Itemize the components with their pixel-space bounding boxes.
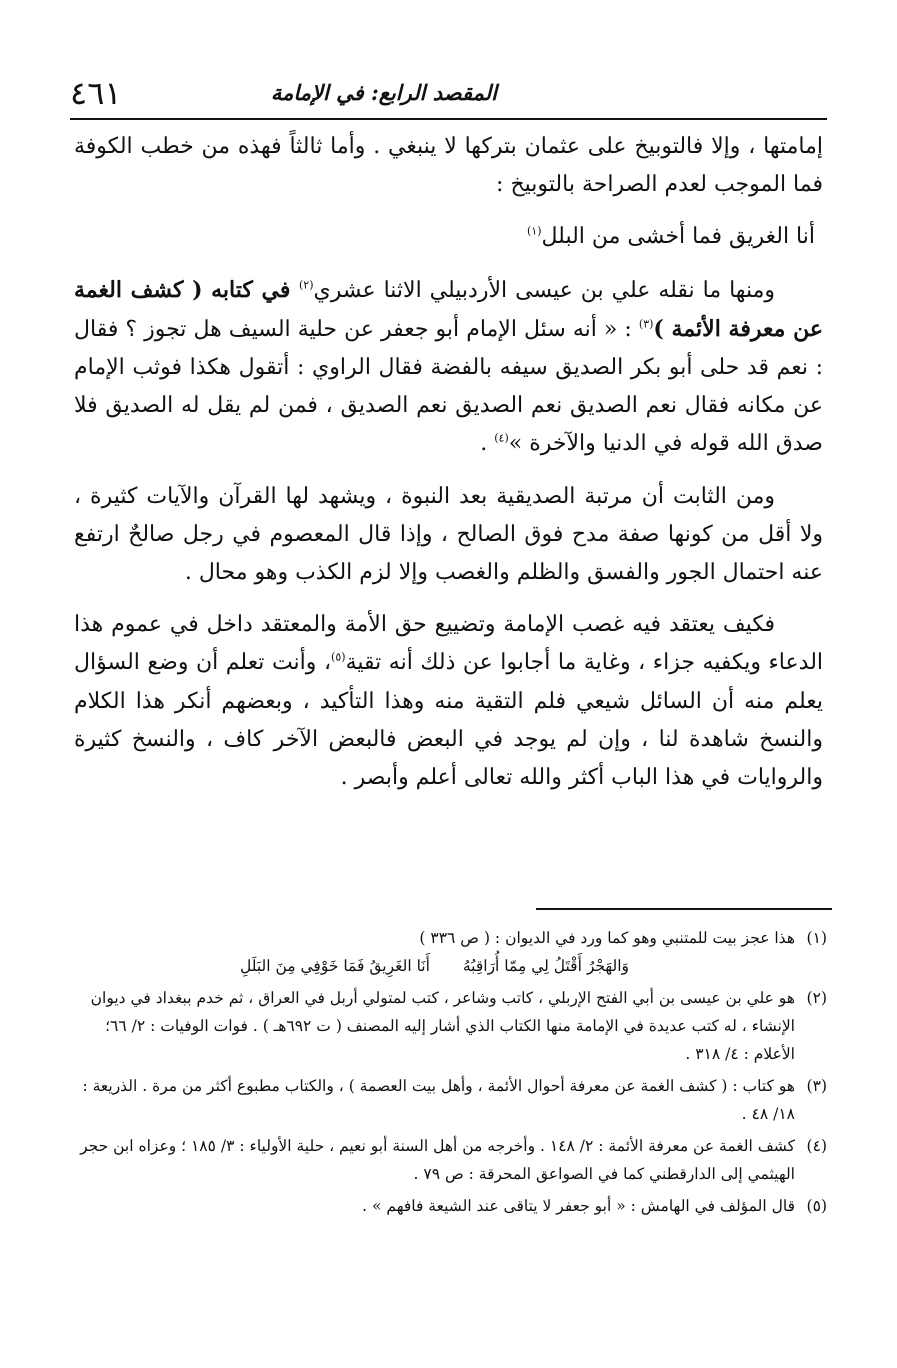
footnote-number: (٣) — [806, 1077, 827, 1095]
footnote-ref-2: (٢) — [298, 278, 314, 292]
verse-text: أنا الغريق فما أخشى من البلل — [541, 224, 815, 250]
paragraph-4 — [74, 606, 823, 797]
footnote-2 — [74, 984, 827, 1068]
paragraph-2-part-a: ومنها ما نقله علي بن عيسى الأردبيلي الاثنا عشري — [313, 277, 775, 303]
verse-line — [74, 218, 823, 256]
verse-hemistich-first: وَالهَجْرُ أَقْتَلُ لِي مِمّا أُرَاقِبُهُ — [462, 957, 630, 975]
footnote-number: (١) — [806, 929, 827, 947]
footnote-number: (٤) — [806, 1137, 827, 1155]
footnote-ref-3: (٣) — [638, 317, 654, 331]
paragraph-4-part-a: فكيف يعتقد فيه غصب الإمامة وتضييع حق الأمة والمعتقد داخل في عموم هذا الدعاء ويكفيه جزاء ، وغاية ما أجابوا عن ذلك أنه تقية — [74, 612, 824, 676]
footnote-5 — [74, 1192, 827, 1220]
footnote-ref-1: (١) — [526, 225, 542, 239]
footnote-ref-5: (٥) — [331, 651, 346, 665]
main-text — [74, 128, 823, 797]
running-title: المقصد الرابع: في الإمامة — [270, 80, 497, 105]
footnote-text: قال المؤلف في الهامش : « أبو جعفر لا يتاقى عند الشيعة فافهم » . — [362, 1197, 795, 1215]
footnote-rule — [536, 908, 832, 910]
footnote-text: هو كتاب : ( كشف الغمة عن معرفة أحوال الأئمة ، وأهل بيت العصمة ) ، والكتاب مطبوع أكثر من مرة . الذريعة : ١٨/ ٤٨ . — [82, 1077, 795, 1123]
footnote-verse — [74, 952, 795, 980]
footnote-text: هذا عجز بيت للمتنبي وهو كما ورد في الديوان : ( ص ٣٣٦ ) — [419, 929, 795, 947]
footnote-number: (٢) — [806, 989, 827, 1007]
paragraph-2-part-b: في كتابه ( كشف الغمة عن معرفة الأئمة ) — [74, 276, 823, 342]
header-rule — [70, 118, 827, 120]
paragraph-2-part-c: : « أنه سئل الإمام أبو جعفر عن حلية السيف هل تجوز ؟ فقال : نعم قد حلى أبو بكر الصديق سيفه بالفضة فقال الراوي : أتقول هكذا فوثب الإمام عن مكانه فقال نعم الصديق نعم الصديق نعم الصديق ، فمن لم يقل له الصديق فلا صدق الله قوله في الدنيا والآخرة » — [74, 316, 823, 457]
footnote-ref-4: (٤) — [494, 432, 509, 446]
footnote-text: هو علي بن عيسى بن أبي الفتح الإربلي ، كاتب وشاعر ، كتب لمتولي أربل في العراق ، ثم خدم ببغداد في ديوان الإنشاء ، له كتب عديدة في الإمامة منها الكتاب الذي أشار إليه المصنف ( ت ٦٩٢هـ ) . فوات الوفيات : ٢/ ٦٦؛ الأعلام : ٤/ ٣١٨ . — [90, 989, 795, 1063]
paragraph-3: ومن الثابت أن مرتبة الصديقية بعد النبوة ، ويشهد لها القرآن والآيات كثيرة ، ولا أقل من كونها صفة مدح فوق الصالح ، وإذا قال المعصوم في رجل صالحٌ ارتفع عنه احتمال الجور والفسق والظلم والغصب وإلا لزم الكذب وهو محال . — [74, 483, 823, 586]
paragraph-4-part-b: ، وأنت تعلم أن وضع السؤال يعلم منه أن السائل شيعي فلم التقية منه وهذا التأكيد ، وبعضهم أنكر هذا الكلام والنسخ شاهدة لنا ، وإن لم يوجد في البعض فالبعض الآخر كاف ، والنسخ كثيرة والروايات في هذا الباب أكثر والله تعالى أعلم وأبصر . — [74, 650, 823, 791]
verse-hemistich-second: أَنَا الغَرِيقُ فَمَا خَوْفِي مِنَ البَلَلِ — [239, 957, 430, 975]
footnote-number: (٥) — [806, 1197, 827, 1215]
paragraph-1: إمامتها ، وإلا فالتوبيخ على عثمان بتركها لا ينبغي . وأما ثالثاً فهذه من خطب الكوفة فما الموجب لعدم الصراحة بالتوبيخ : — [74, 134, 823, 198]
page-header — [70, 74, 827, 114]
footnote-text: كشف الغمة عن معرفة الأئمة : ٢/ ١٤٨ . وأخرجه من أهل السنة أبو نعيم ، حلية الأولياء : ٣/ ١٨٥ ؛ وعزاه ابن حجر الهيثمي إلى الدارقطني كما في الصواعق المحرقة : ص ٧٩ . — [80, 1137, 795, 1183]
paragraph-2 — [74, 271, 823, 464]
footnote-3 — [74, 1072, 827, 1128]
footnote-4 — [74, 1132, 827, 1188]
paragraph-2-end: . — [480, 431, 495, 457]
page-number: ٤٦١ — [70, 74, 122, 112]
footnote-1 — [74, 924, 827, 980]
footnotes — [74, 924, 827, 1224]
